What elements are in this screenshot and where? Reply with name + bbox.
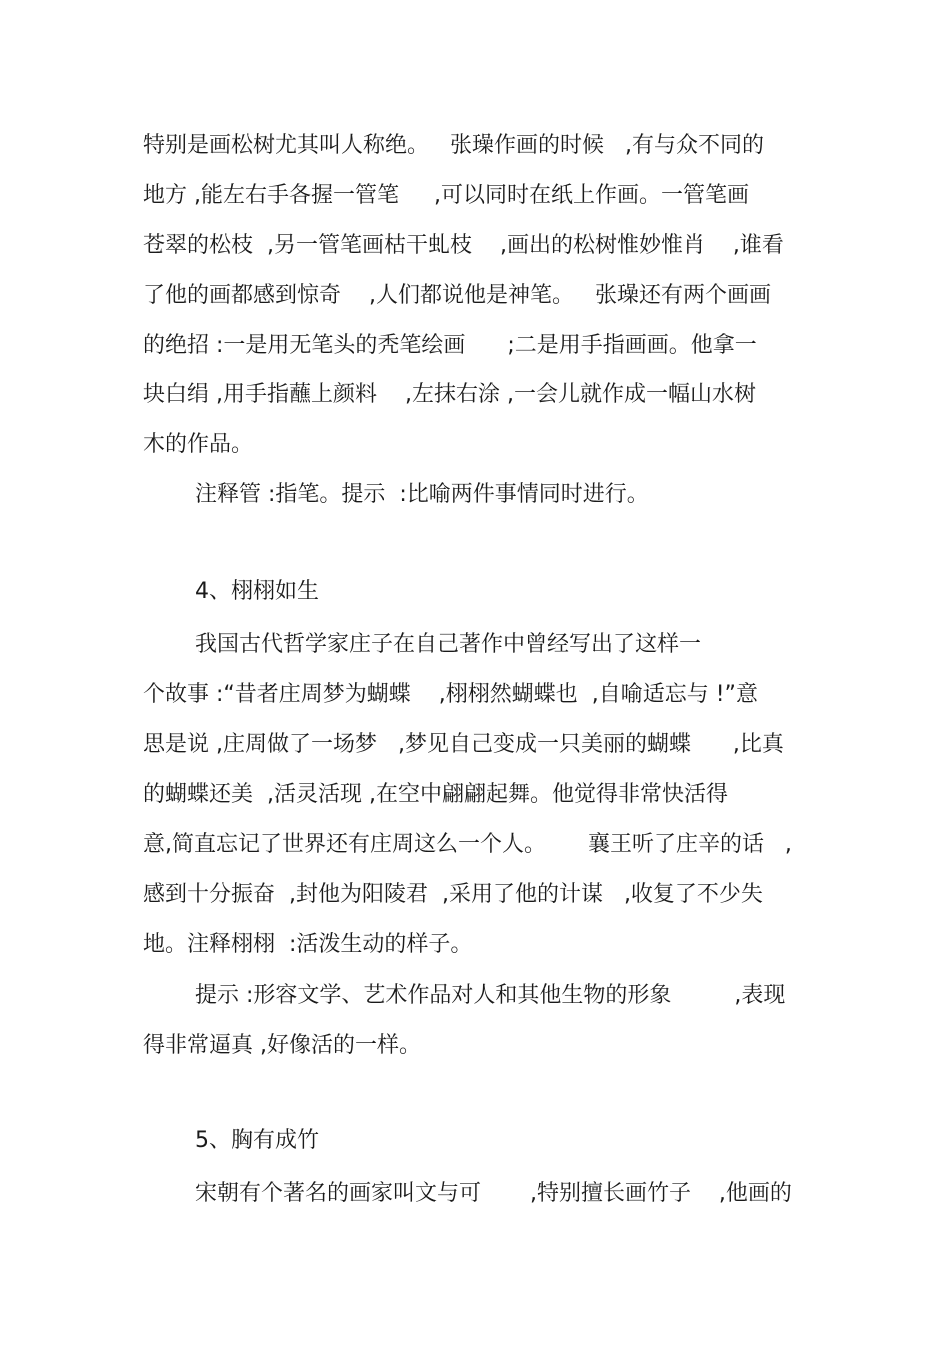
text-line: 特别是画松树尤其叫人称绝。 张璪作画的时候 ,有与众不同的 — [143, 133, 764, 158]
section-heading: 5、胸有成竹 — [195, 1128, 319, 1153]
note-line: 注释管 :指笔。提示 :比喻两件事情同时进行。 — [195, 482, 649, 507]
text-line: 个故事 :“昔者庄周梦为蝴蝶 ,栩栩然蝴蝶也 ,自喻适忘与 !”意 — [143, 682, 758, 707]
text-line: 我国古代哲学家庄子在自己著作中曾经写出了这样一 — [195, 632, 702, 657]
text-line: 意,简直忘记了世界还有庄周这么一个人。 襄王听了庄辛的话 , — [143, 832, 792, 857]
text-line: 宋朝有个著名的画家叫文与可 ,特别擅长画竹子 ,他画的 — [195, 1181, 792, 1206]
text-line: 地方 ,能左右手各握一管笔 ,可以同时在纸上作画。一管笔画 — [143, 183, 749, 208]
text-line: 块白绢 ,用手指蘸上颜料 ,左抹右涂 ,一会儿就作成一幅山水树 — [143, 382, 756, 407]
note-line: 提示 :形容文学、艺术作品对人和其他生物的形象 ,表现 — [195, 983, 786, 1008]
text-line: 的蝴蝶还美 ,活灵活现 ,在空中翩翩起舞。他觉得非常快活得 — [143, 782, 728, 807]
text-line: 苍翠的松枝 ,另一管笔画枯干虬枝 ,画出的松树惟妙惟肖 ,谁看 — [143, 233, 784, 258]
text-line: 的绝招 :一是用无笔头的秃笔绘画 ;二是用手指画画。他拿一 — [143, 333, 757, 358]
text-line: 木的作品。 — [143, 432, 254, 457]
note-line: 得非常逼真 ,好像活的一样。 — [143, 1033, 421, 1058]
text-line: 感到十分振奋 ,封他为阳陵君 ,采用了他的计谋 ,收复了不少失 — [143, 882, 763, 907]
note-line: 地。注释栩栩 :活泼生动的样子。 — [143, 932, 473, 957]
text-line: 了他的画都感到惊奇 ,人们都说他是神笔。 张璪还有两个画画 — [143, 283, 771, 308]
text-line: 思是说 ,庄周做了一场梦 ,梦见自己变成一只美丽的蝴蝶 ,比真 — [143, 732, 784, 757]
section-heading: 4、栩栩如生 — [195, 579, 319, 604]
